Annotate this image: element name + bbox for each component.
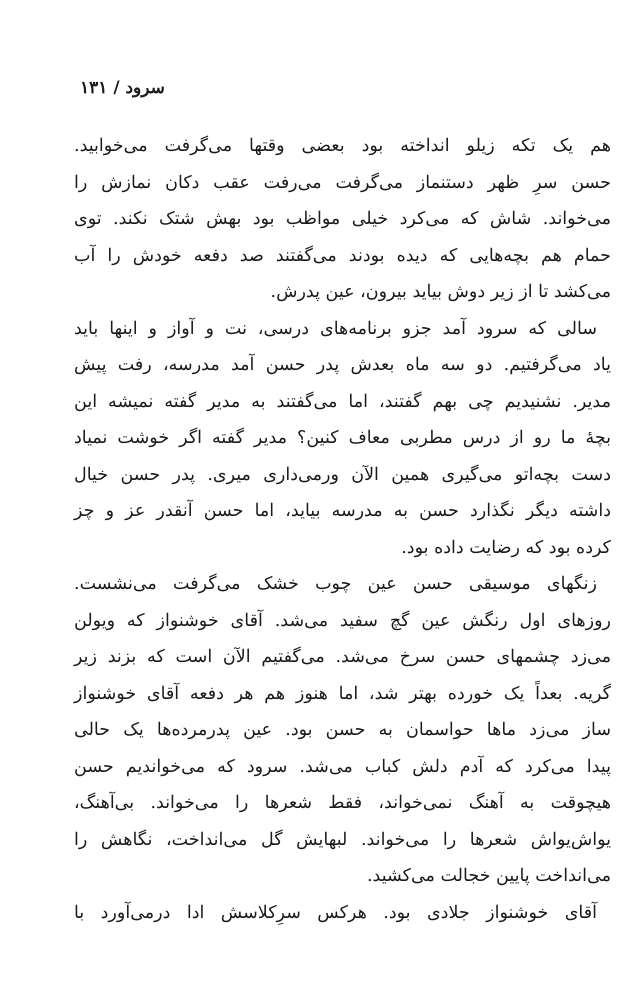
text-line: بچهٔ ما رو از درس مطربی معاف کنین؟ مدیر گفته اگر خوشت نمیاد [74, 428, 611, 448]
text-line: حمام هم بچه‌هایی که دیده بودند می‌گفتند صد دفعه خودش را آب [74, 245, 611, 266]
body-text [74, 128, 611, 931]
text-line: هم یک تکه زیلو انداخته بود بعضی وقتها می‌گرفت می‌خوابید. [74, 136, 611, 156]
text-line: هیچوقت به آهنگ نمی‌خواند، فقط شعرها را می‌خواند. بی‌آهنگ، [74, 793, 611, 813]
text-line: زنگهای موسیقی حسن عین چوب خشک می‌گرفت می‌نشست. [74, 574, 597, 594]
text-line: حسن سرِ ظهر دستنماز می‌گرفت می‌رفت عقب دکان نمازش را [74, 172, 611, 193]
text-line: گریه. بعداً یک خورده بهتر شد، اما هنوز هم هر دفعه آقای خوشنواز [74, 683, 611, 704]
text-line: ساز می‌زد ماها حواسمان به حسن بود. عین پدرمرده‌ها یک حالی [74, 720, 611, 740]
text-line: کرده بود که رضایت داده بود. [401, 537, 611, 558]
page-header: سرود / ۱۳۱ [80, 78, 165, 98]
text-line: سالی که سرود آمد جزو برنامه‌های درسی، نت و آواز و اینها باید [74, 318, 597, 339]
text-line: می‌خواند. شاش که می‌کرد خیلی مواظب بود بهش شتک نکند. توی [74, 209, 611, 229]
text-line: پیدا می‌کرد که آدم دلش کباب می‌شد. سرود که می‌خواندیم حسن [74, 756, 611, 777]
text-line: مدیر. نشنیدیم چی بهم گفتند، اما می‌گفتند به مدیر گفته نمیشه این [74, 391, 611, 412]
text-line: یواش‌یواش شعرها را می‌خواند. لبهایش گل می‌انداخت، نگاهش را [74, 829, 611, 850]
text-line: روزهای اول رنگش عین گچ سفید می‌شد. آقای خوشنواز که ویولن [74, 610, 611, 631]
text-line: داشته دیگر نگذارد حسن به مدرسه بیاید، اما حسن آنقدر عز و چز [74, 501, 611, 521]
text-line: یاد می‌گرفتیم. دو سه ماه بعدش پدر حسن آمد مدرسه، رفت پیش [74, 355, 611, 375]
text-line: دست بچه‌اتو می‌گیری همین الآن ورمی‌داری میری. پدر حسن خیال [74, 464, 611, 485]
text-line: می‌زد چشمهای حسن سرخ می‌شد. می‌گفتیم الآن است که بزند زیر [74, 647, 611, 667]
text-line: می‌کشد تا از زیر دوش بیاید بیرون، عین پدرش. [270, 282, 611, 302]
text-line: آقای خوشنواز جلادی بود. هرکس سرِکلاسش ادا درمی‌آورد با [74, 902, 597, 923]
text-line: می‌انداخت پایین خجالت می‌کشید. [366, 866, 611, 886]
